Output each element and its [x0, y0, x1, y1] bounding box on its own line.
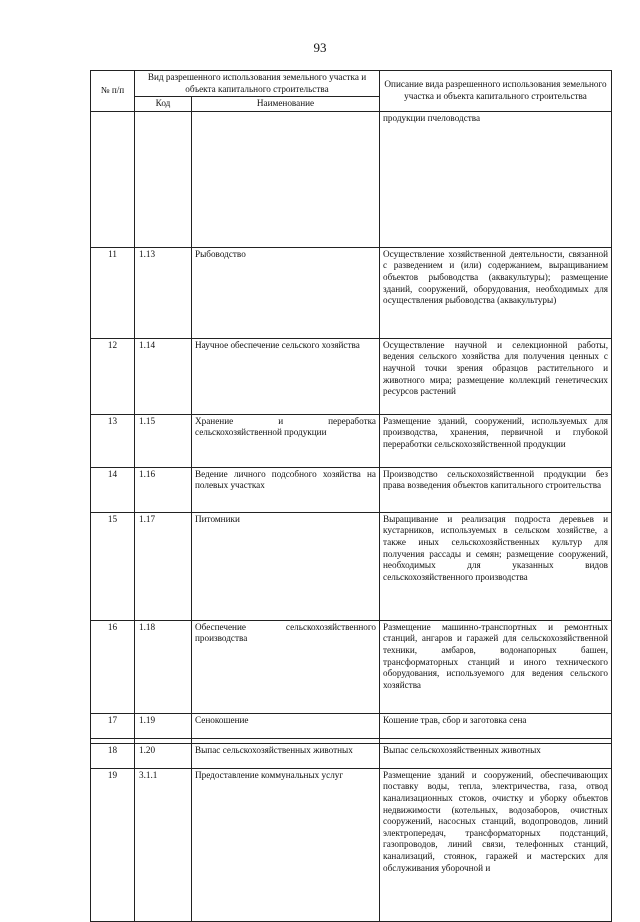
- row-description: Размещение зданий и сооружений, обеспечивающих поставку воды, тепла, электричества, газа, отвод канализационных стоков, очистку и уборку объектов недвижимости (котельных, водозаборов, очистных сооружений, насосных станций, водопроводов, линий электропередач, трансформаторных подстанций, газопроводов, линий связи, телефонных станций, канализаций, стоянок, гаражей и мастерских для обслуживания уборочной и: [380, 768, 612, 921]
- row-code: 1.16: [135, 467, 192, 512]
- row-name: Хранение и переработка сельскохозяйственной продукции: [192, 414, 380, 467]
- row-name: Питомники: [192, 512, 380, 620]
- row-name: Предоставление коммунальных услуг: [192, 768, 380, 921]
- row-name: Рыбоводство: [192, 247, 380, 338]
- continuation-text: продукции пчеловодства: [380, 111, 612, 247]
- row-description: Кошение трав, сбор и заготовка сена: [380, 713, 612, 738]
- row-code: 1.20: [135, 743, 192, 768]
- row-description: Выпас сельскохозяйственных животных: [380, 743, 612, 768]
- row-description: Размещение машинно-транспортных и ремонтных станций, ангаров и гаражей для сельскохозяйственной техники, амбаров, водонапорных башен, трансформаторных станций и иного технического оборудования, используемого для ведения сельского хозяйства: [380, 620, 612, 713]
- row-description: Размещение зданий, сооружений, используемых для производства, хранения, первичной и глубокой переработки сельскохозяйственной продукции: [380, 414, 612, 467]
- land-use-table: [90, 70, 612, 922]
- row-code: 1.17: [135, 512, 192, 620]
- row-number: 16: [91, 620, 135, 713]
- row-number: 17: [91, 713, 135, 738]
- row-code: 1.15: [135, 414, 192, 467]
- row-code: 1.13: [135, 247, 192, 338]
- row-code: 1.14: [135, 338, 192, 414]
- table-row: [91, 713, 612, 738]
- header-num: № п/п: [91, 71, 135, 112]
- row-name: Научное обеспечение сельского хозяйства: [192, 338, 380, 414]
- table-row: [91, 338, 612, 414]
- continuation-row: [91, 111, 612, 247]
- page-number: 93: [313, 40, 327, 55]
- row-number: 13: [91, 414, 135, 467]
- row-code: 1.19: [135, 713, 192, 738]
- row-number: 14: [91, 467, 135, 512]
- table-row: [91, 768, 612, 921]
- row-description: Осуществление хозяйственной деятельности, связанной с разведением и (или) содержанием, выращиванием объектов рыбоводства (аквакультуры); размещение зданий, сооружений, оборудования, необходимых для осуществления рыбоводства (аквакультуры): [380, 247, 612, 338]
- table-row: [91, 247, 612, 338]
- row-number: 15: [91, 512, 135, 620]
- row-name: Ведение личного подсобного хозяйства на полевых участках: [192, 467, 380, 512]
- header-description: Описание вида разрешенного использования земельного участка и объекта капитального строительства: [380, 71, 612, 112]
- row-name: Обеспечение сельскохозяйственного производства: [192, 620, 380, 713]
- table-row: [91, 620, 612, 713]
- table-body: [91, 247, 612, 921]
- row-number: 18: [91, 743, 135, 768]
- row-number: 11: [91, 247, 135, 338]
- table-row: [91, 743, 612, 768]
- table-row: [91, 512, 612, 620]
- row-description: Выращивание и реализация подроста деревьев и кустарников, используемых в сельском хозяйстве, а также иных сельскохозяйственных культур для получения рассады и семян; размещение сооружений, необходимых для указанных видов сельскохозяйственного производства: [380, 512, 612, 620]
- row-description: Производство сельскохозяйственной продукции без права возведения объектов капитального строительства: [380, 467, 612, 512]
- table-row: [91, 467, 612, 512]
- row-number: 12: [91, 338, 135, 414]
- header-code: Код: [135, 97, 192, 112]
- header-name: Наименование: [192, 97, 380, 112]
- row-code: 1.18: [135, 620, 192, 713]
- row-name: Сенокошение: [192, 713, 380, 738]
- row-code: 3.1.1: [135, 768, 192, 921]
- table-header-row: [91, 71, 612, 97]
- table-row: [91, 414, 612, 467]
- row-number: 19: [91, 768, 135, 921]
- row-description: Осуществление научной и селекционной работы, ведения сельского хозяйства для получения ценных с научной точки зрения образцов растительного и животного мира; размещение коллекций генетических ресурсов растений: [380, 338, 612, 414]
- row-name: Выпас сельскохозяйственных животных: [192, 743, 380, 768]
- header-group: Вид разрешенного использования земельного участка и объекта капитального строительства: [135, 71, 380, 97]
